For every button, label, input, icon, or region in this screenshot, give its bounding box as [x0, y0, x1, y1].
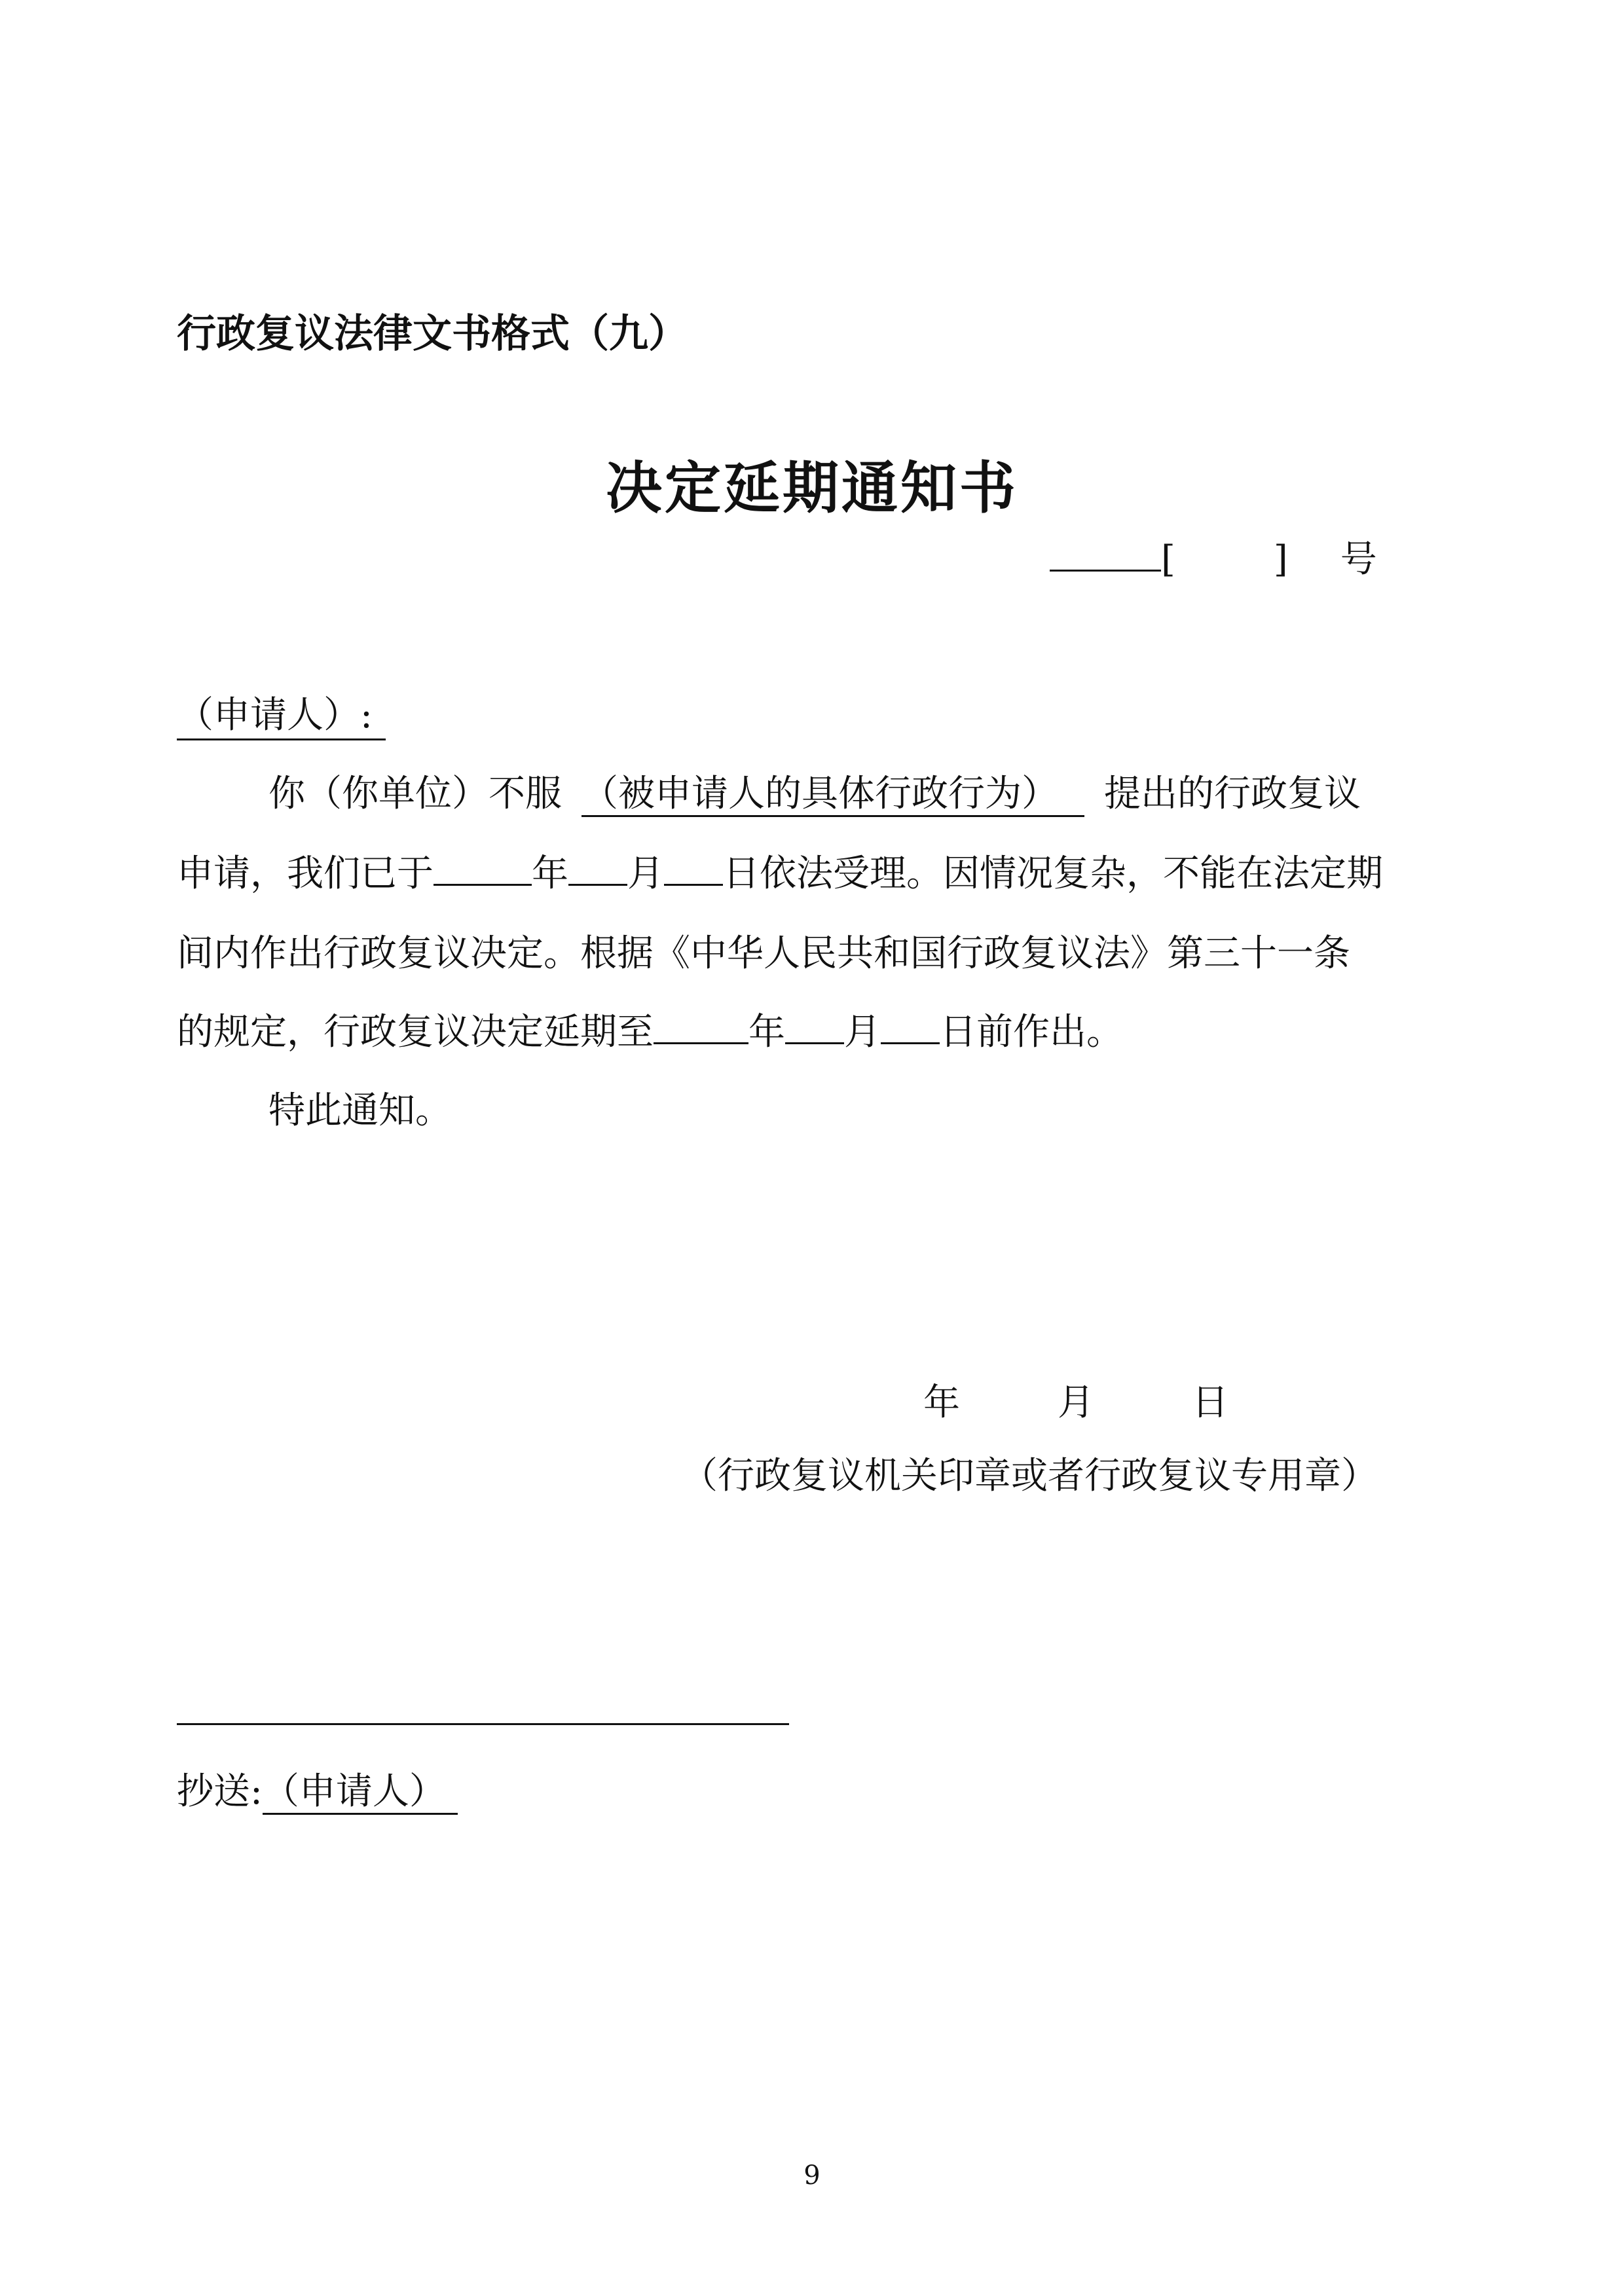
seal-note: （行政复议机关印章或者行政复议专用章） — [681, 1455, 1378, 1497]
acceptance-day-blank — [664, 850, 723, 886]
body-line-3: 间内作出行政复议决定。根据《中华人民共和国行政复议法》第三十一条 — [177, 932, 1350, 975]
acceptance-year-blank — [434, 850, 532, 886]
cc-label: 抄送: — [177, 1770, 263, 1813]
cc-recipient: （申请人） — [263, 1771, 458, 1815]
body-line-2-rest: 日依法受理。因情况复杂，不能在法定期 — [723, 852, 1383, 895]
acceptance-year-label: 年 — [532, 852, 568, 895]
date-line — [923, 1374, 1326, 1426]
body-line-2-start: 申请，我们已于 — [177, 852, 434, 895]
cc-line — [177, 1762, 458, 1815]
body-line-1-prefix: 你（你单位）不服 — [268, 773, 562, 815]
extension-month-label: 月 — [844, 1011, 881, 1053]
doc-number-suffix: 号 — [1340, 538, 1377, 581]
doc-number-blank — [1050, 536, 1161, 572]
extension-day-blank — [881, 1008, 940, 1044]
extension-year-label: 年 — [748, 1011, 785, 1053]
document-title: 决定延期通知书 — [606, 456, 1018, 521]
body-line-2 — [177, 845, 1383, 897]
body-line-4 — [177, 1003, 1123, 1055]
addressee: （申请人）: — [177, 686, 386, 740]
closing-phrase: 特此通知。 — [268, 1089, 452, 1132]
doc-number-bracket-open: [ — [1161, 538, 1175, 581]
acceptance-month-label: 月 — [627, 852, 664, 895]
acceptance-month-blank — [568, 850, 627, 886]
date-day: 日 — [1192, 1381, 1228, 1424]
doc-number-bracket-close: ] — [1273, 538, 1288, 581]
date-year: 年 — [923, 1381, 960, 1424]
date-month: 月 — [1058, 1381, 1094, 1424]
body-line-1-suffix: 提出的行政复议 — [1104, 773, 1361, 815]
body-line-4-start: 的规定，行政复议决定延期至 — [177, 1011, 654, 1053]
extension-year-blank — [654, 1008, 748, 1044]
document-number — [1050, 530, 1377, 583]
extension-month-blank — [785, 1008, 844, 1044]
divider-line — [177, 1723, 789, 1725]
body-line-1 — [268, 765, 1361, 817]
body-line-4-rest: 日前作出。 — [940, 1011, 1123, 1053]
contested-action-field: （被申请人的具体行政行为） — [581, 773, 1084, 817]
page-number: 9 — [803, 2160, 821, 2191]
format-heading: 行政复议法律文书格式（九） — [177, 311, 688, 357]
